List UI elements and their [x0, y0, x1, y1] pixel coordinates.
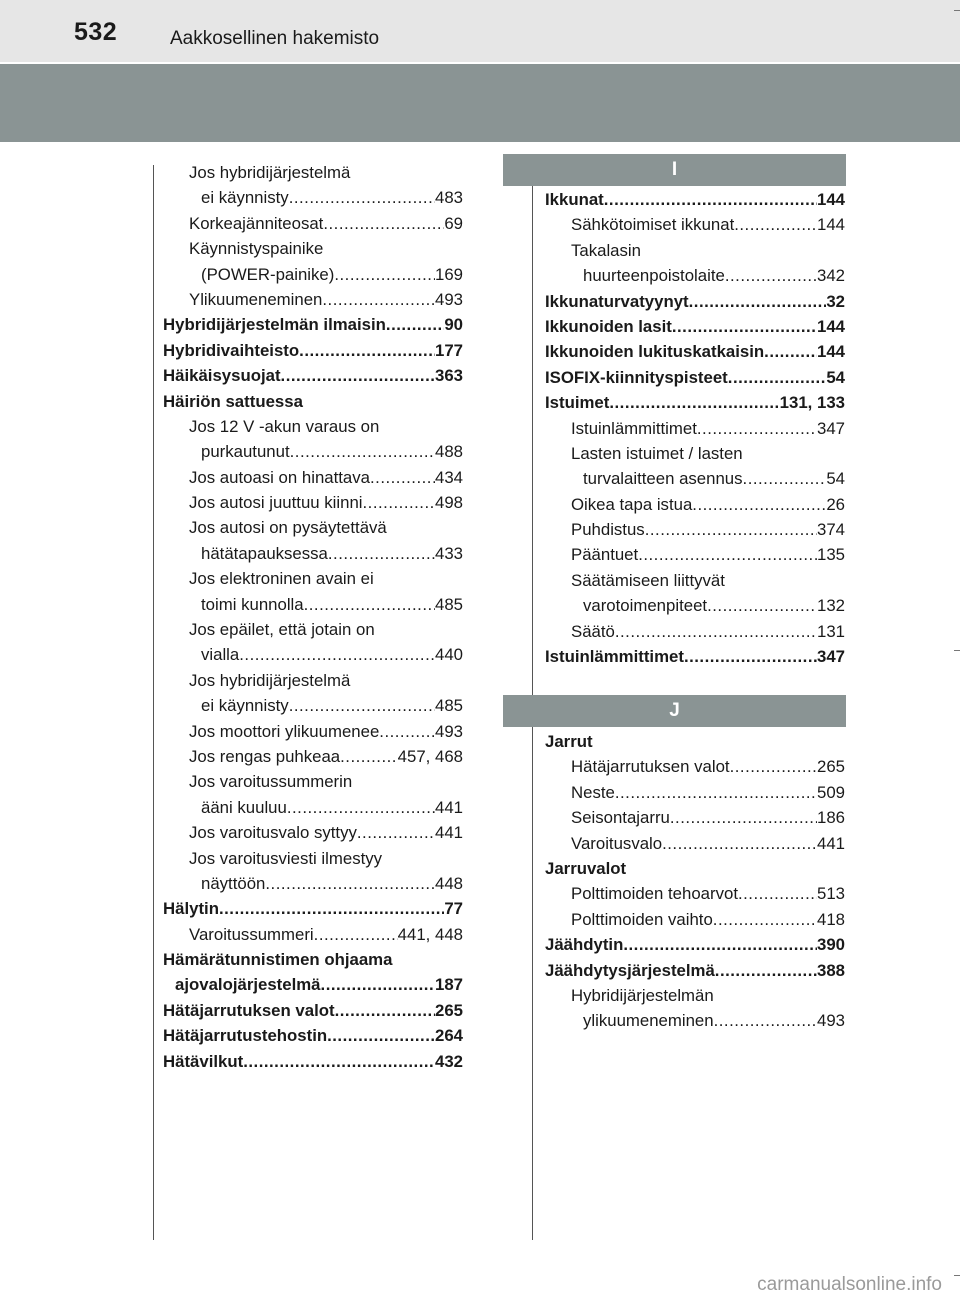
index-entry-sub — [163, 211, 463, 236]
entry-text: Pääntuet — [571, 545, 639, 565]
leader-dots — [281, 363, 435, 388]
index-entry-sub — [545, 831, 845, 856]
entry-text: Häiriön sattuessa — [163, 391, 303, 411]
leader-dots — [323, 211, 444, 236]
index-entry-main — [545, 856, 845, 881]
index-entry-sub — [545, 517, 845, 542]
entry-text: Neste — [571, 782, 615, 802]
entry-text: Jarrut — [545, 731, 593, 751]
entry-text: Istuinlämmittimet — [545, 647, 684, 667]
leader-dots — [304, 592, 435, 617]
leader-dots — [725, 263, 817, 288]
leader-dots — [357, 820, 435, 845]
entry-text: Hätäjarrutuksen valot — [163, 1000, 335, 1020]
page-reference: 132 — [817, 596, 845, 616]
index-entry-sub — [545, 492, 845, 517]
leader-dots — [697, 416, 817, 441]
page-reference: 54 — [826, 367, 845, 387]
index-entry-main — [163, 312, 463, 337]
entry-text: ylikuumeneminen — [583, 1011, 714, 1031]
page-reference: 509 — [817, 782, 845, 802]
page-reference: 265 — [435, 1000, 463, 1020]
page-reference: 440 — [435, 645, 463, 665]
index-section-i — [545, 187, 845, 669]
entry-text: Hämärätunnistimen ohjaama — [163, 950, 393, 970]
index-entry-sub — [545, 780, 845, 805]
index-entry-main — [163, 1049, 463, 1074]
entry-text: Hybridijärjestelmän ilmaisin — [163, 315, 386, 335]
index-entry-main — [163, 389, 463, 414]
index-entry-main — [163, 338, 463, 363]
page-reference: 144 — [817, 342, 845, 362]
index-entry-main — [545, 729, 845, 754]
entry-text: vialla — [201, 645, 240, 665]
entry-text: Takalasin — [571, 240, 641, 260]
entry-text: ajovalojärjestelmä — [175, 975, 321, 995]
entry-text: Hätäjarrutustehostin — [163, 1026, 328, 1046]
page-reference: 493 — [817, 1011, 845, 1031]
page-reference: 131, 133 — [779, 393, 845, 413]
entry-text: Jos autosi juuttuu kiinni — [189, 493, 363, 513]
index-entry-main — [545, 187, 845, 212]
index-entry-sub — [163, 820, 463, 845]
page-reference: 187 — [435, 975, 463, 995]
index-entry-sub — [163, 160, 463, 185]
entry-text: ISOFIX-kiinnityspisteet — [545, 367, 728, 387]
index-entry-sub — [163, 566, 463, 591]
page-reference: 144 — [817, 215, 845, 235]
entry-text: hätätapauksessa — [201, 543, 328, 563]
entry-text: Polttimoiden tehoarvot — [571, 884, 738, 904]
entry-text: Jos epäilet, että jotain on — [189, 620, 375, 640]
index-entry-sub — [545, 983, 845, 1008]
index-entry-sub — [163, 693, 463, 718]
page-reference: 26 — [826, 494, 845, 514]
page-reference: 485 — [435, 696, 463, 716]
edge-tick — [954, 1275, 960, 1276]
entry-text: Puhdistus — [571, 520, 645, 540]
entry-text: Jos rengas puhkeaa — [189, 746, 341, 766]
page-reference: 54 — [826, 469, 845, 489]
entry-text: Hybridijärjestelmän — [571, 985, 714, 1005]
page-reference: 488 — [435, 442, 463, 462]
page-reference: 441, 448 — [397, 924, 463, 944]
index-entry-sub — [163, 973, 463, 998]
page-reference: 342 — [817, 266, 845, 286]
index-section-j — [545, 729, 845, 1034]
index-entry-sub — [545, 441, 845, 466]
page-reference: 135 — [817, 545, 845, 565]
leader-dots — [322, 287, 435, 312]
leader-dots — [730, 754, 817, 779]
entry-text: Hätäjarrutuksen valot — [571, 757, 730, 777]
page-reference: 498 — [435, 493, 463, 513]
leader-dots — [386, 312, 444, 337]
leader-dots — [689, 289, 827, 314]
leader-dots — [604, 187, 817, 212]
page-reference: 493 — [435, 289, 463, 309]
leader-dots — [239, 642, 435, 667]
page-reference: 390 — [817, 935, 845, 955]
entry-text: Hätävilkut — [163, 1051, 244, 1071]
entry-text: Jos varoitusviesti ilmestyy — [189, 848, 383, 868]
index-entry-sub — [163, 515, 463, 540]
page-reference: 457, 468 — [397, 746, 463, 766]
leader-dots — [734, 212, 817, 237]
leader-dots — [265, 871, 435, 896]
entry-text: Istuinlämmittimet — [571, 418, 697, 438]
index-entry-main — [163, 947, 463, 972]
leader-dots — [289, 185, 435, 210]
index-entry-sub — [545, 238, 845, 263]
entry-text: Varoitusvalo — [571, 833, 663, 853]
leader-dots — [327, 1023, 435, 1048]
entry-text: Jos autoasi on hinattava — [189, 467, 370, 487]
page-reference: 264 — [435, 1026, 463, 1046]
entry-text: ei käynnisty — [201, 696, 289, 716]
page-reference: 69 — [444, 213, 463, 233]
entry-text: huurteenpoistolaite — [583, 266, 725, 286]
leader-dots — [328, 541, 435, 566]
leader-dots — [738, 881, 817, 906]
entry-text: Jäähdytysjärjestelmä — [545, 960, 715, 980]
page-reference: 77 — [444, 899, 463, 919]
leader-dots — [672, 314, 817, 339]
entry-text: Korkeajänniteosat — [189, 213, 324, 233]
entry-text: Lasten istuimet / lasten — [571, 443, 743, 463]
entry-text: Varoitussummeri — [189, 924, 314, 944]
leader-dots — [714, 1008, 817, 1033]
page-reference: 418 — [817, 909, 845, 929]
index-entry-sub — [545, 754, 845, 779]
index-entry-sub — [545, 619, 845, 644]
entry-text: Häikäisysuojat — [163, 366, 281, 386]
entry-text: näyttöön — [201, 873, 266, 893]
leader-dots — [219, 896, 444, 921]
entry-text: Ikkunoiden lasit — [545, 316, 672, 336]
index-entry-sub — [163, 592, 463, 617]
entry-text: (POWER-painike) — [201, 264, 335, 284]
page-reference: 363 — [435, 366, 463, 386]
leader-dots — [314, 922, 398, 947]
leader-dots — [713, 907, 817, 932]
page-reference: 32 — [826, 291, 845, 311]
leader-dots — [692, 492, 826, 517]
page-reference: 186 — [817, 808, 845, 828]
index-entry-sub — [163, 871, 463, 896]
index-entry-main — [545, 339, 845, 364]
entry-text: Säätämiseen liittyvät — [571, 570, 725, 590]
leader-dots — [370, 465, 435, 490]
entry-text: Ikkunat — [545, 189, 604, 209]
section-header-j: J — [503, 695, 846, 727]
leader-dots — [287, 795, 435, 820]
entry-text: Jos autosi on pysäytettävä — [189, 518, 387, 538]
index-entry-sub — [163, 465, 463, 490]
entry-text: Jos hybridijärjestelmä — [189, 162, 351, 182]
index-entry-sub — [163, 795, 463, 820]
watermark-text: carmanualsonline.info — [757, 1274, 942, 1295]
leader-dots — [743, 466, 827, 491]
column-divider-left — [153, 165, 154, 1240]
page-reference: 265 — [817, 757, 845, 777]
index-entry-sub — [163, 262, 463, 287]
page-title: Aakkosellinen hakemisto — [170, 28, 380, 49]
index-entry-sub — [545, 568, 845, 593]
leader-dots — [684, 644, 817, 669]
index-entry-sub — [545, 593, 845, 618]
entry-text: Käynnistyspainike — [189, 239, 324, 259]
index-entry-main — [545, 390, 845, 415]
index-entry-sub — [163, 769, 463, 794]
page-reference: 388 — [817, 960, 845, 980]
page-reference: 374 — [817, 520, 845, 540]
page-reference: 144 — [817, 189, 845, 209]
header-strip — [0, 0, 960, 62]
page-number: 532 — [74, 18, 118, 46]
index-entry-main — [545, 289, 845, 314]
entry-text: Istuimet — [545, 393, 610, 413]
leader-dots — [299, 338, 435, 363]
index-entry-main — [545, 644, 845, 669]
index-entry-sub — [163, 414, 463, 439]
leader-dots — [662, 831, 817, 856]
entry-text: Sähkötoimiset ikkunat — [571, 215, 735, 235]
entry-text: Jos elektroninen avain ei — [189, 569, 374, 589]
leader-dots — [334, 262, 435, 287]
index-entry-sub — [545, 881, 845, 906]
index-entry-sub — [163, 922, 463, 947]
entry-text: Jos 12 V -akun varaus on — [189, 416, 380, 436]
index-entry-main — [163, 896, 463, 921]
index-column-left — [163, 160, 463, 1074]
entry-text: Jos hybridijärjestelmä — [189, 670, 351, 690]
index-entry-sub — [163, 287, 463, 312]
page-reference: 144 — [817, 316, 845, 336]
leader-dots — [289, 693, 435, 718]
edge-tick — [954, 10, 960, 11]
leader-dots — [321, 972, 435, 997]
entry-text: Oikea tapa istua — [571, 494, 693, 514]
entry-text: Ylikuumeneminen — [189, 289, 323, 309]
index-entry-main — [545, 958, 845, 983]
index-entry-sub — [545, 466, 845, 491]
entry-text: Ikkunaturvatyynyt — [545, 291, 689, 311]
index-entry-sub — [163, 617, 463, 642]
page-reference: 432 — [435, 1051, 463, 1071]
index-entry-main — [163, 1023, 463, 1048]
index-entry-main — [545, 932, 845, 957]
leader-dots — [363, 490, 435, 515]
index-entry-sub — [545, 805, 845, 830]
index-entry-sub — [163, 439, 463, 464]
leader-dots — [707, 593, 817, 618]
entry-text: Säätö — [571, 621, 615, 641]
leader-dots — [715, 958, 817, 983]
entry-text: Seisontajarru — [571, 808, 670, 828]
leader-dots — [615, 619, 817, 644]
entry-text: purkautunut — [201, 442, 290, 462]
index-entry-sub — [163, 668, 463, 693]
header-band — [0, 64, 960, 142]
entry-text: Jos varoitussummerin — [189, 772, 353, 792]
page-reference: 433 — [435, 543, 463, 563]
leader-dots — [615, 780, 817, 805]
leader-dots — [670, 805, 817, 830]
index-entry-sub — [545, 416, 845, 441]
page-reference: 90 — [444, 315, 463, 335]
index-entry-sub — [163, 541, 463, 566]
index-entry-sub — [545, 907, 845, 932]
page-reference: 485 — [435, 594, 463, 614]
leader-dots — [645, 517, 817, 542]
page-reference: 347 — [817, 418, 845, 438]
page-reference: 441 — [817, 833, 845, 853]
entry-text: ääni kuuluu — [201, 797, 287, 817]
leader-dots — [340, 744, 398, 769]
index-entry-sub — [163, 642, 463, 667]
entry-text: Hälytin — [163, 899, 219, 919]
page-reference: 441 — [435, 823, 463, 843]
entry-text: varotoimenpiteet — [583, 596, 708, 616]
index-entry-sub — [163, 236, 463, 261]
leader-dots — [290, 439, 435, 464]
index-entry-sub — [545, 542, 845, 567]
entry-text: Ikkunoiden lukituskatkaisin — [545, 342, 765, 362]
index-entry-main — [163, 363, 463, 388]
leader-dots — [764, 339, 817, 364]
leader-dots — [728, 365, 827, 390]
entry-text: ei käynnisty — [201, 188, 289, 208]
index-entry-main — [545, 314, 845, 339]
index-entry-sub — [163, 490, 463, 515]
index-entry-sub — [163, 185, 463, 210]
index-entry-sub — [545, 212, 845, 237]
entry-text: Hybridivaihteisto — [163, 340, 300, 360]
leader-dots — [609, 390, 779, 415]
entry-text: turvalaitteen asennus — [583, 469, 743, 489]
page-reference: 513 — [817, 884, 845, 904]
entry-text: Polttimoiden vaihto — [571, 909, 713, 929]
leader-dots — [335, 998, 435, 1023]
index-entry-sub — [545, 1008, 845, 1033]
entry-text: toimi kunnolla — [201, 594, 304, 614]
page-reference: 483 — [435, 188, 463, 208]
entry-text: Jos varoitusvalo syttyy — [189, 823, 357, 843]
edge-tick — [954, 650, 960, 651]
page-reference: 434 — [435, 467, 463, 487]
page-reference: 169 — [435, 264, 463, 284]
page-reference: 493 — [435, 721, 463, 741]
page-reference: 177 — [435, 340, 463, 360]
entry-text: Jäähdytin — [545, 935, 624, 955]
entry-text: Jarruvalot — [545, 858, 627, 878]
index-entry-sub — [163, 744, 463, 769]
index-entry-main — [545, 365, 845, 390]
page-reference: 347 — [817, 647, 845, 667]
page-reference: 441 — [435, 797, 463, 817]
page-reference: 131 — [817, 621, 845, 641]
section-header-i: I — [503, 154, 846, 186]
index-entry-sub — [545, 263, 845, 288]
leader-dots — [623, 932, 817, 957]
leader-dots — [638, 542, 817, 567]
page-reference: 448 — [435, 873, 463, 893]
entry-text: Jos moottori ylikuumenee — [189, 721, 380, 741]
leader-dots — [243, 1049, 435, 1074]
index-entry-main — [163, 998, 463, 1023]
leader-dots — [379, 719, 435, 744]
index-entry-sub — [163, 846, 463, 871]
index-entry-sub — [163, 719, 463, 744]
